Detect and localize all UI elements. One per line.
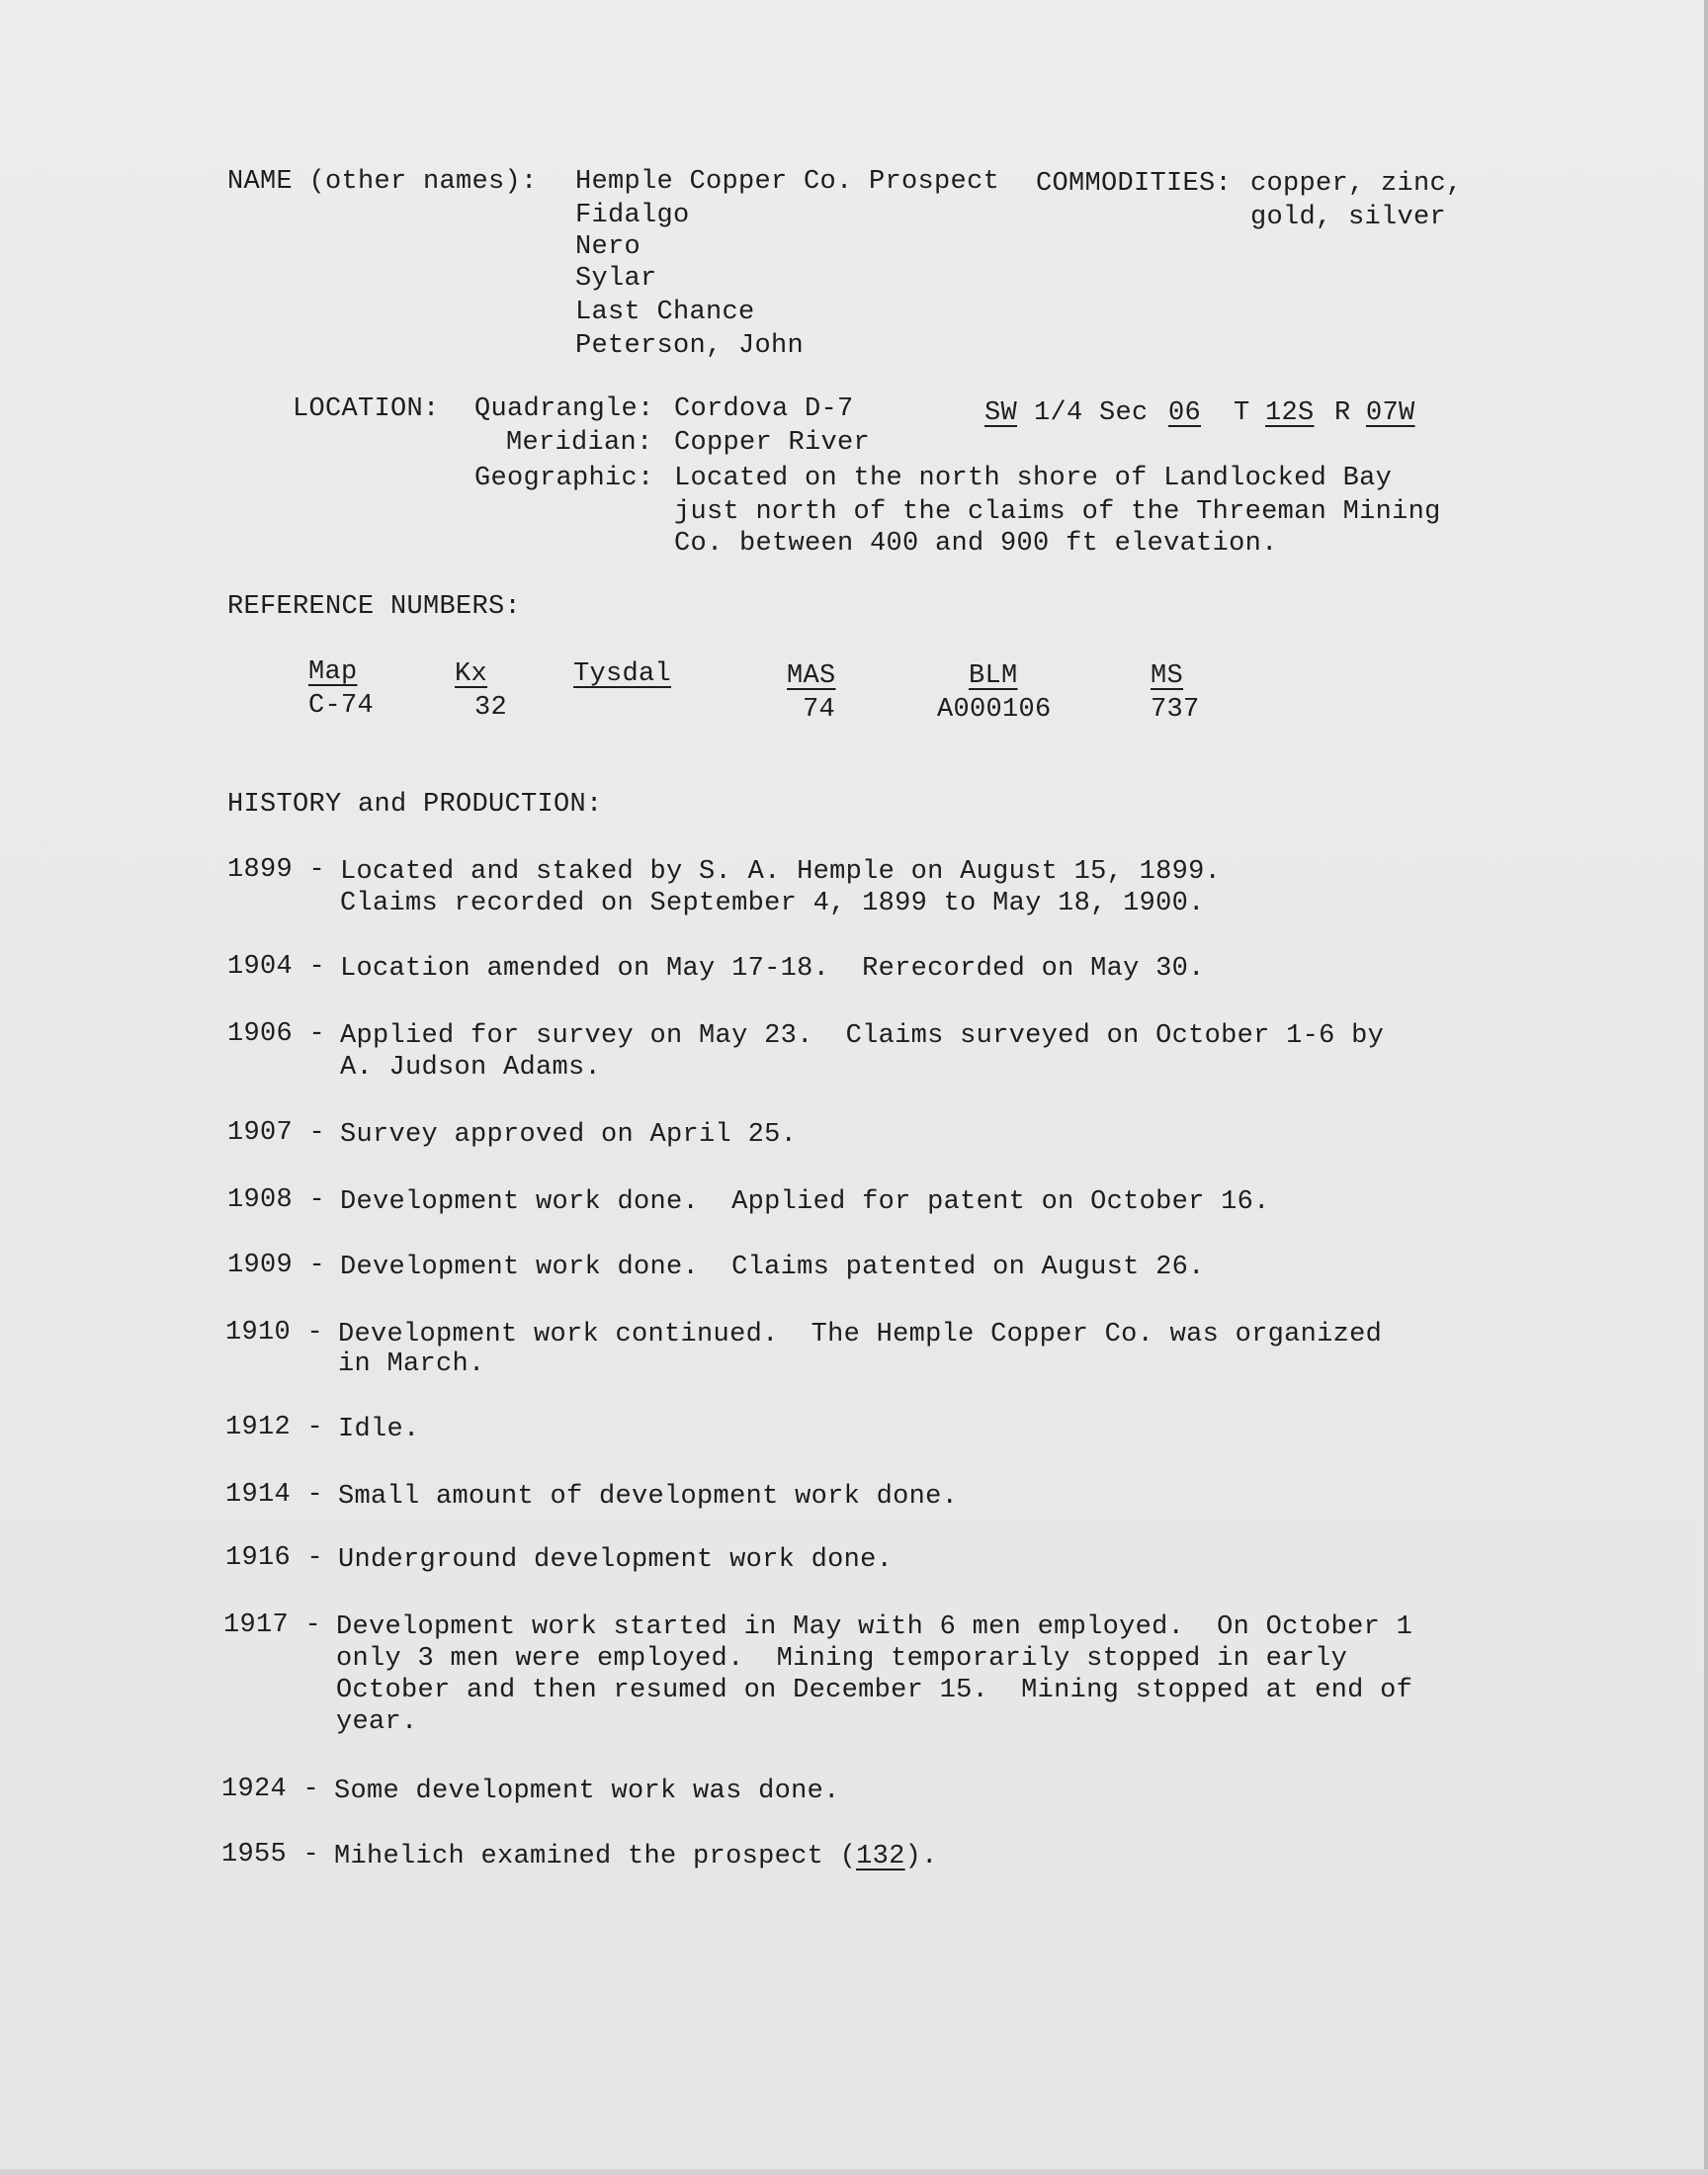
commodities-line-1: copper, zinc, [1250, 169, 1463, 199]
reference-citation: 132 [856, 1842, 905, 1871]
ref-head-blm: BLM [969, 661, 1018, 691]
range-label: R [1334, 398, 1351, 428]
history-year: 1908 - [227, 1185, 326, 1215]
section-value: 06 [1168, 398, 1202, 428]
quarter-text: 1/4 Sec [1034, 398, 1149, 428]
ref-head-map: Map [308, 657, 358, 687]
reference-label: REFERENCE NUMBERS: [227, 592, 522, 622]
history-text: Development work done. Applied for patent on October 16. [340, 1187, 1270, 1217]
ref-head-mas: MAS [787, 661, 836, 691]
commodities-line-2: gold, silver [1250, 203, 1447, 232]
history-text: Claims recorded on September 4, 1899 to May 18, 1900. [340, 889, 1205, 918]
geographic-line-3: Co. between 400 and 900 ft elevation. [674, 529, 1278, 559]
scan-edge-right [1704, 0, 1708, 2175]
meridian-label: Meridian: [506, 428, 653, 458]
history-text: Location amended on May 17-18. Rerecorded on May 30. [340, 954, 1205, 984]
commodities-label: COMMODITIES: [1036, 169, 1233, 199]
geographic-line-1: Located on the north shore of Landlocked Bay [674, 464, 1393, 493]
ref-head-ms: MS [1151, 661, 1184, 691]
history-year: 1907 - [227, 1118, 326, 1148]
history-text: Located and staked by S. A. Hemple on August 15, 1899. [340, 857, 1222, 887]
history-year: 1955 - [221, 1840, 320, 1870]
history-text: Idle. [338, 1415, 420, 1444]
history-year: 1914 - [225, 1480, 324, 1510]
ref-value-map: C-74 [308, 691, 375, 721]
history-text: Survey approved on April 25. [340, 1120, 798, 1150]
ref-head-tysdal: Tysdal [573, 659, 672, 689]
other-name: Sylar [575, 264, 657, 294]
history-text [334, 1841, 938, 1872]
township-label: T [1234, 398, 1250, 428]
history-text: Development work done. Claims patented on August 26. [340, 1253, 1205, 1282]
location-label: LOCATION: [293, 394, 440, 424]
other-name: Fidalgo [575, 201, 690, 230]
history-year: 1917 - [223, 1610, 322, 1640]
ref-value-ms: 737 [1151, 695, 1200, 725]
history-year: 1924 - [221, 1775, 320, 1804]
history-text: year. [336, 1707, 418, 1737]
history-year: 1912 - [225, 1413, 324, 1442]
name-primary: Hemple Copper Co. Prospect [575, 167, 1000, 197]
name-label: NAME (other names): [227, 167, 538, 197]
ref-head-kx: Kx [455, 659, 488, 689]
history-text: Applied for survey on May 23. Claims surveyed on October 1-6 by [340, 1021, 1385, 1051]
history-year: 1899 - [227, 855, 326, 885]
history-text: Some development work was done. [334, 1777, 840, 1806]
history-text-part: Mihelich examined the prospect ( [334, 1842, 857, 1871]
other-name: Last Chance [575, 298, 755, 327]
meridian-value: Copper River [674, 428, 871, 458]
ref-value-blm: A000106 [937, 695, 1052, 725]
history-text: Development work continued. The Hemple Copper Co. was organized [338, 1320, 1383, 1349]
quarter-value: SW [984, 398, 1018, 428]
history-text: in March. [338, 1349, 485, 1379]
geographic-line-2: just north of the claims of the Threeman Mining [674, 497, 1441, 527]
history-text-part: ). [904, 1842, 938, 1871]
history-text: A. Judson Adams. [340, 1053, 602, 1083]
other-name: Peterson, John [575, 331, 805, 361]
history-label: HISTORY and PRODUCTION: [227, 790, 603, 820]
other-name: Nero [575, 232, 641, 262]
history-year: 1906 - [227, 1019, 326, 1049]
geographic-label: Geographic: [474, 464, 654, 493]
history-text: Small amount of development work done. [338, 1482, 959, 1512]
history-year: 1904 - [227, 952, 326, 982]
scan-edge-bottom [0, 2169, 1708, 2175]
quadrangle-label: Quadrangle: [474, 394, 654, 424]
history-text: October and then resumed on December 15. Mining stopped at end of [336, 1676, 1413, 1705]
history-year: 1909 - [227, 1251, 326, 1280]
history-year: 1910 - [225, 1318, 324, 1348]
township-value: 12S [1265, 398, 1315, 428]
ref-value-kx: 32 [474, 693, 508, 723]
history-text: Underground development work done. [338, 1545, 894, 1575]
quadrangle-value: Cordova D-7 [674, 394, 854, 424]
range-value: 07W [1366, 398, 1415, 428]
history-text: Development work started in May with 6 men employed. On October 1 [336, 1612, 1413, 1642]
history-text: only 3 men were employed. Mining temporarily stopped in early [336, 1644, 1348, 1674]
ref-value-mas: 74 [803, 695, 836, 725]
history-year: 1916 - [225, 1543, 324, 1573]
